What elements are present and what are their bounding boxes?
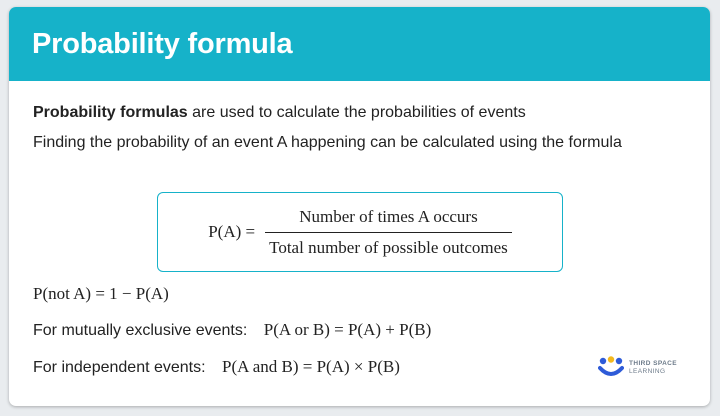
third-space-learning-logo bbox=[598, 356, 677, 380]
formula-denominator: Total number of possible outcomes bbox=[265, 232, 512, 258]
title-banner bbox=[9, 7, 710, 81]
logo-line-2: LEARNING bbox=[629, 368, 666, 375]
independent-label: For independent events: bbox=[33, 359, 206, 376]
intro-line-1 bbox=[33, 101, 690, 125]
probability-formula-box bbox=[157, 192, 563, 272]
mutually-exclusive-label: For mutually exclusive events: bbox=[33, 322, 248, 339]
slide-card bbox=[9, 7, 710, 406]
independent-formula: P(A and B) = P(A) × P(B) bbox=[222, 357, 400, 376]
intro-rest: are used to calculate the probabilities of events bbox=[187, 104, 526, 121]
logo-wordmark bbox=[629, 360, 677, 376]
formula-lhs: P(A) = bbox=[208, 222, 256, 241]
intro-line-2: Finding the probability of an event A happening can be calculated using the formula bbox=[33, 134, 622, 151]
mutually-exclusive-rule bbox=[33, 320, 431, 340]
logo-line-1: THIRD SPACE bbox=[629, 360, 677, 367]
intro-bold-term: Probability formulas bbox=[33, 104, 188, 121]
formula-fraction bbox=[265, 207, 512, 258]
formula-numerator: Number of times A occurs bbox=[299, 206, 478, 226]
intro-text bbox=[33, 101, 690, 155]
complement-rule bbox=[33, 284, 169, 304]
complement-formula: P(not A) = 1 − P(A) bbox=[33, 284, 169, 303]
mutually-exclusive-formula: P(A or B) = P(A) + P(B) bbox=[263, 320, 432, 339]
independent-rule bbox=[33, 357, 400, 377]
third-space-learning-logo-icon bbox=[598, 356, 624, 380]
page-title: Probability formula bbox=[32, 27, 293, 60]
